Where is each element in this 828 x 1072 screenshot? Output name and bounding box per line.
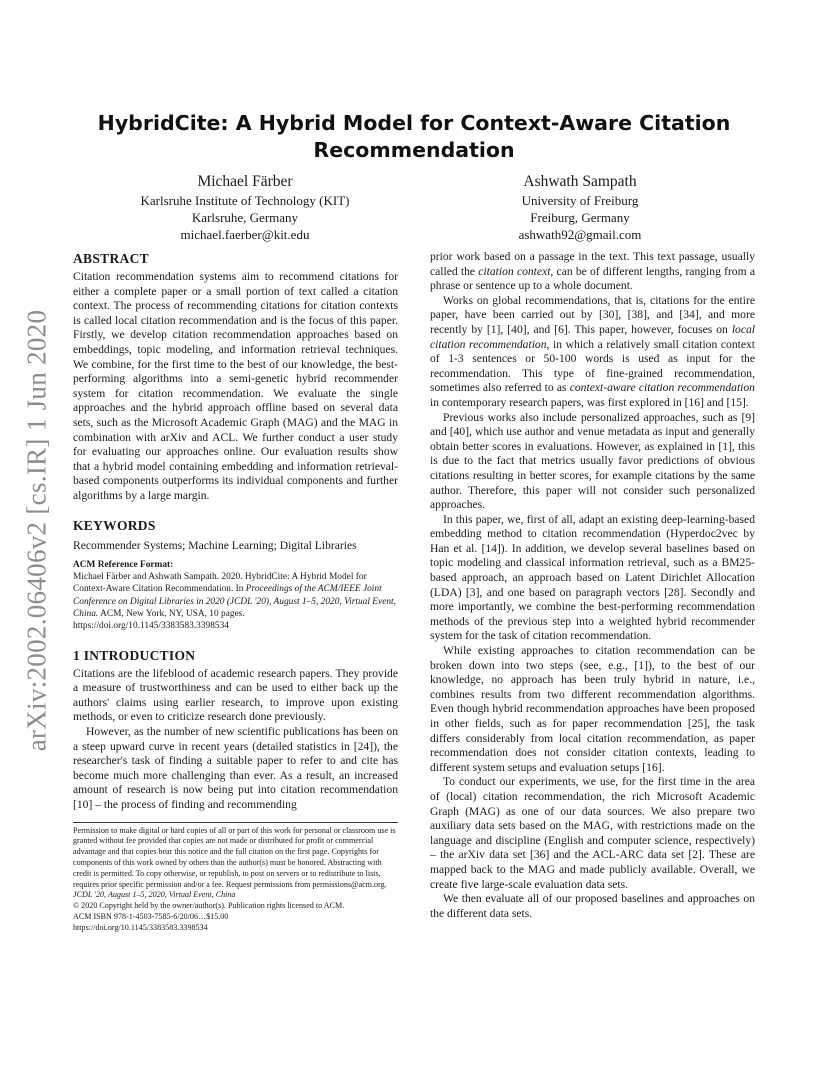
copyright-footnote [73,822,398,934]
author-name: Michael Färber [197,173,293,190]
author-location: Karlsruhe, Germany [191,210,299,225]
intro-paragraph-1: Citations are the lifeblood of academic research papers. They provide a measure of trustworthiness and can be used to either back up the authors' claims using earlier research, to improve upon existing methods, or even to criticize research done previously. [73,666,398,724]
intro-continued-emphasis: citation context [478,264,551,278]
author-affiliation: University of Freiburg [521,193,639,208]
intro-p3-emphasis-2: context-aware citation recommendation [569,381,755,395]
author-block-1 [100,172,390,243]
intro-continued-text-b: , can be of different lengths, ranging from a phrase or sentence up to a whole document. [430,264,755,293]
acm-reference-venue: Proceedings of the ACM/IEEE Joint Conference on Digital Libraries in 2020 (JCDL '20), August 1–5, 2020, Virtual Event, China. [73,584,396,619]
intro-paragraph-2: However, as the number of new scientific publications has been on a steep upward curve in recent years (detailed statistics in [24]), the researcher's task of finding a suitable paper to refer to and cite has become much more challenging than ever. As a result, an increased amount of research is now being put into citation recommendation [10] – the process of finding and recommending [73,724,398,811]
abstract-heading: ABSTRACT [73,251,149,266]
keywords-heading: KEYWORDS [73,517,156,533]
author-location: Freiburg, Germany [530,210,630,225]
acm-reference-heading: ACM Reference Format: [73,560,174,571]
intro-paragraph-3 [430,294,755,411]
intro-p3-text-c: in contemporary research papers, was first explored in [16] and [15]. [430,395,749,409]
permission-notice: Permission to make digital or hard copies of all or part of this work for personal or classroom use is granted without fee provided that copies are not made or distributed for profit or commercial advantage and that copies bear this notice and the full citation on the first page. Copyrights for components of this work owned by others than the author(s) must be honored. Abstracting with credit is permitted. To copy otherwise, or republish, to post on servers or to redistribute to lists, requires prior specific permission and/or a fee. Request permissions from permissions@acm.org. [73,825,396,889]
keywords-text: Recommender Systems; Machine Learning; Digital Libraries [73,538,357,552]
arxiv-identifier-text: arXiv:2002.06406v2 [cs.IR] 1 Jun 2020 [21,309,52,751]
author-affiliation: Karlsruhe Institute of Technology (KIT) [140,193,350,208]
right-column [430,250,755,921]
intro-paragraph-4: Previous works also include personalized approaches, such as [9] and [40], which use author and venue metadata as input and generally obtain better scores in evaluations. However, as explained in [1], this is due to the fact that metrics usually favor predictions of obvious citations resulting in better scores, for example citations by the same author. Therefore, this paper will not consider such personalized approaches. [430,410,755,512]
intro-paragraph-8: We then evaluate all of our proposed baselines and approaches on the different data sets. [430,892,755,920]
intro-paragraph-7: To conduct our experiments, we use, for the first time in the area of (local) citation recommendation, the rich Microsoft Academic Graph (MAG) as one of our data sources. We also prepare two auxiliary data sets based on the MAG, with restrictions made on the language and discipline (English and computer science, respectively) – the arXiv data set [36] and the ACL-ARC data set [2]. These are mapped back to the MAG and made publicly available. Overall, we create five large-scale evaluation data sets. [430,775,755,891]
intro-paragraph-continued [430,250,755,294]
acm-reference-part-2: ACM, New York, NY, USA, 10 pages. https://doi.org/10.1145/3383583.3398534 [73,608,245,632]
abstract-text: Citation recommendation systems aim to recommend citations for either a complete paper or a small portion of text called a citation context. The process of recommending citations for citation contexts is called local citation recommendation and is the focus of this paper. Firstly, we develop citation recommendation approaches based on embeddings, topic modeling, and information retrieval techniques. We combine, for the first time to the best of our knowledge, the best-performing algorithms into a semi-genetic hybrid recommender system for citation recommendation. We evaluate the single approaches and the hybrid approach offline based on several data sets, such as the Microsoft Academic Graph (MAG) and the MAG in combination with arXiv and ACL. We further conduct a user study for evaluating our approaches online. Our evaluation results show that a hybrid model containing embedding and information retrieval-based components outperforms its individual components and further algorithms by a large margin. [73,270,398,502]
paper-title: HybridCite: A Hybrid Model for Context-Aware Citation Recommendation [97,111,731,162]
copyright-line: © 2020 Copyright held by the owner/author(s). Publication rights licensed to ACM. [73,901,345,911]
intro-paragraph-6: While existing approaches to citation recommendation can be broken down into two steps (see, e.g., [1]), to the best of our knowledge, no approach has been truly hybrid in nature, i.e., combines results from two different recommendation algorithms. Even though hybrid recommendation approaches have been proposed in other fields, such as for paper recommendation [25], the task differs considerably from local citation recommendation, as paper recommendation does not consider citation contexts, leading to different system setups and evaluation setups [16]. [430,644,755,774]
introduction-heading: 1 INTRODUCTION [73,647,196,663]
author-email: michael.faerber@kit.edu [180,227,310,242]
conference-name: JCDL '20, August 1–5, 2020, Virtual Event, China [73,890,236,900]
doi-line: https://doi.org/10.1145/3383583.3398534 [73,922,208,932]
arxiv-identifier [14,300,60,760]
acm-reference-part-1: Michael Färber and Ashwath Sampath. 2020. HybridCite: A Hybrid Model for Context-Aware Citation Recommendation. In [73,572,367,595]
intro-p3-text-b: , in which a relatively small citation context of 1-3 sentences or 50-100 words is used as input for the recommendation. This type of fine-grained recommendation, sometimes also referred to as [430,337,755,395]
author-block-2 [430,172,730,243]
author-name: Ashwath Sampath [523,173,637,190]
conference-line [73,890,398,901]
footnote-divider [73,822,398,823]
isbn-line: ACM ISBN 978-1-4503-7585-6/20/06…$15.00 [73,911,229,921]
intro-p3-text-a: Works on global recommendations, that is, citations for the entire paper, have been carried out by [30], [38], and [34], and more recently by [1], [40], and [6]. This paper, however, focuses on [430,293,755,336]
intro-paragraph-5: In this paper, we, first of all, adapt an existing deep-learning-based embedding method to citation recommendation (Hyperdoc2vec by Han et al. [14]). In addition, we develop several baselines based on topic modeling and classical information retrieval, such as a BM25-based approach, an approach based on Latent Dirichlet Allocation (LDA) [3], and one based on paragraph vectors [28]. Secondly and more importantly, we combine the best-performing recommendation methods of the previous step into a weighted hybrid recommender system for the task of citation recommendation. [430,512,755,643]
intro-p3-emphasis-1: local citation recommendation [430,322,755,351]
author-email: ashwath92@gmail.com [518,227,642,242]
acm-reference-text [73,571,398,632]
left-column [73,250,398,933]
intro-continued-text-a: prior work based on a passage in the text. This text passage, usually called the [430,250,755,278]
